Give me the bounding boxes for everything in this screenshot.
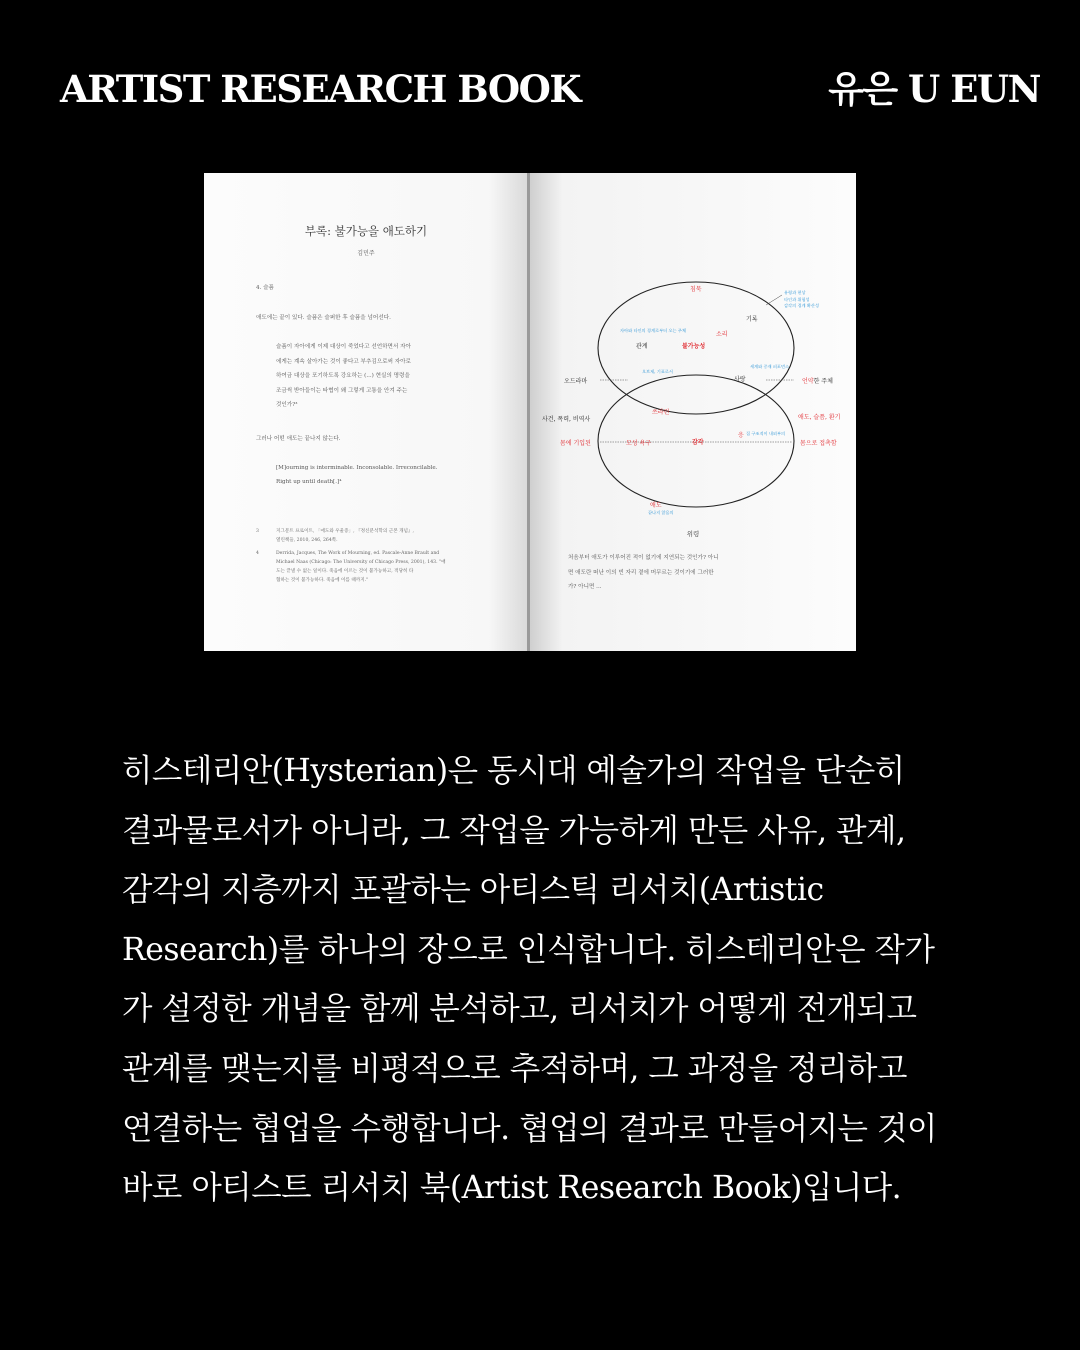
diagram-caption: 위령 [686, 530, 700, 538]
quote-line: 것인가?³ [276, 402, 298, 408]
footnote-line: 열린책들, 2010, 246, 264쪽. [276, 538, 338, 543]
diagram-label-sound: 소리 [716, 331, 728, 338]
diagram-label-mourning-right: 애도, 슬픔, 환기 [798, 414, 841, 421]
diagram-note-top-right [784, 290, 819, 310]
body-line: 가? 아니면 ... [568, 584, 602, 590]
lead-sentence: 애도에는 끝이 있다. 슬픔은 슬퍼한 후 슬픔을 넘어선다. [256, 315, 391, 321]
right-page-body [568, 551, 719, 595]
diagram-label-ring: 응 [738, 432, 744, 439]
diagram-note-line: 감각의 경계 확산성 [784, 303, 820, 308]
block-quote [276, 340, 411, 413]
diagram-label-body-memory: 몸에 기입된 [560, 440, 591, 447]
diagram-label-body-touch: 몸으로 접촉함 [800, 440, 837, 447]
description-line: 연결하는 협업을 수행합니다. 협업의 결과로 만들어지는 것이 [122, 1110, 937, 1147]
diagram-note-left: 자아와 타인의 경계로부터 오는 주체 [620, 328, 687, 333]
transition-sentence: 그러나 어떤 애도는 끝나지 않는다. [256, 436, 341, 442]
diagram-label-love: 사랑 [734, 376, 746, 383]
section-heading: 4. 슬픔 [256, 285, 274, 291]
description-line: 가 설정한 개념을 함께 분석하고, 리서치가 어떻게 전개되고 [122, 991, 917, 1028]
book-spread [204, 173, 856, 651]
diagram-note-ring: 집 구조적이 내외부의 [746, 431, 786, 436]
description-line: 감각의 지층까지 포괄하는 아티스틱 리서치(Artistic [122, 872, 824, 909]
appendix-title: 부록: 불가능을 애도하기 [304, 224, 428, 238]
diagram-label-impossibility: 불가능성 [682, 343, 706, 350]
footnote-line: Michael Naas (Chicago: The University of Chicago Press, 2001), 143. "애 [276, 560, 446, 565]
diagram-connector [766, 295, 782, 305]
diagram-label-record: 기록 [746, 316, 758, 323]
diagram-note-bottom: 끝나지 않음의 [648, 510, 674, 515]
right-page [530, 173, 856, 651]
diagram-label-event: 사건, 폭력, 비역사 [542, 416, 591, 423]
footnote-line: Derrida, Jacques, The Work of Mourning, ed. Pascale-Anne Brault and [276, 551, 440, 556]
footnote-line: 도는 끝낼 수 없는 일이다. 죽음에 이르는 것이 불가능하고, 적당히 타 [276, 569, 414, 574]
body-line: 처음부터 애도가 이루어진 적이 없기에 지연되는 것인가? 아니 [568, 555, 719, 561]
diagram-label-mute: 언약 [802, 378, 814, 385]
quote-line: 에게는 계속 살아가는 것이 좋다고 부추김으로써 자아로 [276, 358, 411, 365]
diagram-label-mourning: 애도 [650, 502, 662, 509]
english-quote-line: Right up until death[.]⁴ [276, 479, 342, 485]
quote-line: 슬픔이 자아에게 이제 대상이 죽었다고 선언하면서 자아 [276, 344, 411, 350]
description-line: 관계를 맺는지를 비평적으로 추적하며, 그 과정을 정리하고 [122, 1050, 907, 1087]
footnote-line: 협하는 것이 불가능하다. 죽음에 이를 때까지." [276, 578, 369, 583]
body-line: 면 애도란 떠난 이의 빈 자리 곁에 머무르는 것이기에 그러한 [568, 569, 714, 576]
diagram-note-line: 유령과 현상 [784, 290, 806, 295]
footnote [256, 549, 446, 585]
diagram-note-mid-right: 세계와 중재 퍼포먼스 [750, 364, 790, 369]
description-line: 결과물로서가 아니라, 그 작업을 가능하게 만든 사유, 관계, [122, 812, 906, 849]
diagram-label-desire: 모성 욕구 [626, 440, 652, 447]
diagram-label-silence: 침묵 [690, 286, 702, 293]
quote-line: 하여금 대상을 포기하도록 강요하는 (...) 현실의 명령을 [276, 373, 410, 379]
description-line: 히스테리안(Hysterian)은 동시대 예술가의 작업을 단순히 [122, 753, 905, 789]
artist-name: 유은 U EUN [828, 67, 1040, 111]
footnote [256, 527, 414, 545]
diagram-label-sense: 감각 [692, 439, 704, 446]
quote-line: 조금씩 받아들이는 타협이 왜 그렇게 고통을 안겨 주는 [276, 387, 408, 394]
description-line: Research)를 하나의 장으로 인식합니다. 히스테리안은 작가 [122, 931, 935, 968]
diagram-label-heart: 쓰라린 [652, 409, 670, 416]
footnote-number: 3 [256, 529, 259, 534]
diagram-note-center: 오브제, 기표로서 [642, 369, 673, 374]
author-name: 김민주 [357, 250, 375, 257]
diagram-label-mute-subject [802, 376, 833, 385]
diagram-label-audio-drama: 오드라마 [564, 378, 588, 385]
page-title: ARTIST RESEARCH BOOK [60, 67, 580, 111]
description-line: 바로 아티스트 리서치 북(Artist Research Book)입니다. [122, 1170, 902, 1207]
footnote-line: 지그문트 프로이트, 「애도와 우울증」, 『정신분석학의 근본 개념』, [276, 529, 415, 534]
english-quote-line: [M]ourning is interminable. Inconsolable. Irreconcilable. [276, 465, 438, 471]
diagram-label-relation: 관계 [636, 343, 648, 350]
diagram-note-line: 타인과 위험성 [784, 296, 810, 302]
diagram-label-subject: 한 주체 [813, 378, 833, 385]
english-quote [276, 461, 437, 489]
description-paragraph [122, 742, 1022, 1219]
left-page [204, 173, 528, 651]
footnote-number: 4 [256, 551, 259, 556]
